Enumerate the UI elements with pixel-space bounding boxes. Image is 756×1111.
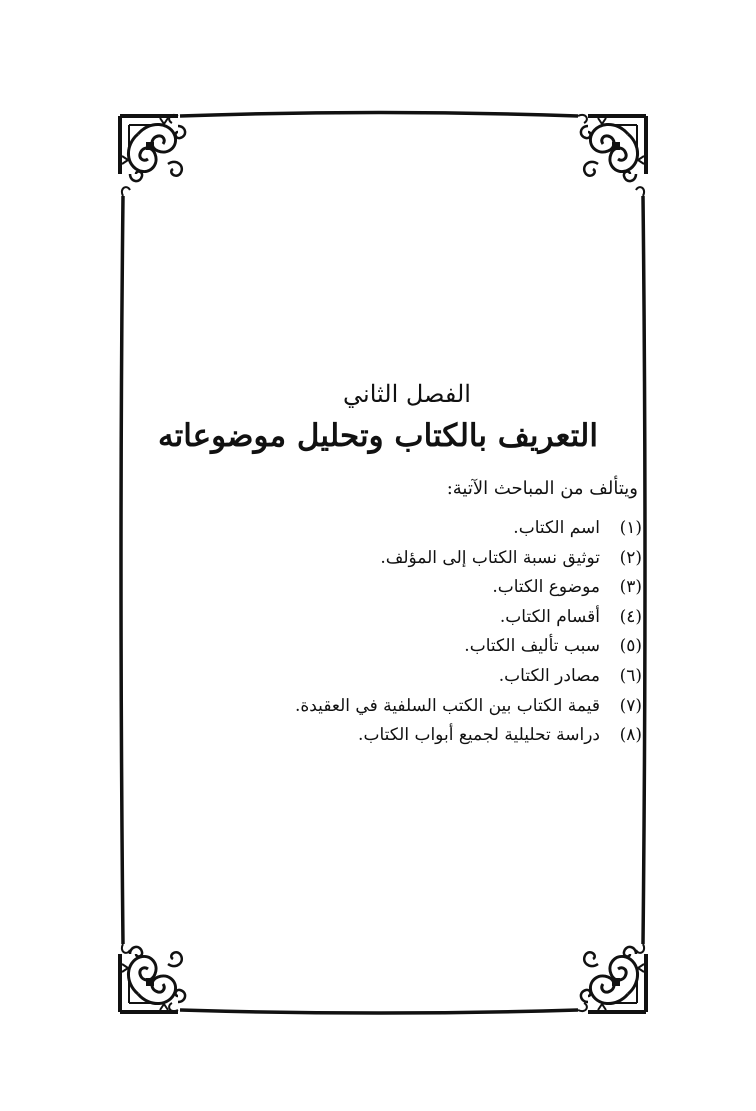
list-item (202, 662, 642, 692)
corner-ornament-top-right (581, 116, 646, 181)
list-item-text: موضوع الكتاب. (492, 577, 600, 598)
list-item-text: توثيق نسبة الكتاب إلى المؤلف. (380, 547, 600, 568)
intro-line: ويتألف من المباحث الآتية: (446, 478, 638, 499)
list-item-number: (٢) (619, 547, 642, 568)
list-item (202, 721, 642, 751)
list-item (202, 544, 642, 574)
topic-list (202, 514, 642, 751)
list-item-number: (١) (619, 518, 642, 538)
list-item (202, 573, 642, 603)
list-item-number: (٦) (619, 665, 642, 686)
chapter-label: الفصل الثاني (343, 380, 471, 408)
corner-ornament-bottom-right (581, 947, 646, 1012)
corner-ornament-top-left (120, 116, 185, 181)
corner-ornament-bottom-left (120, 947, 185, 1012)
list-item (202, 514, 642, 544)
list-item-text: مصادر الكتاب. (498, 665, 600, 686)
list-item (202, 603, 642, 633)
list-item-text: دراسة تحليلية لجميع أبواب الكتاب. (358, 725, 600, 746)
list-item-text: قيمة الكتاب بين الكتب السلفية في العقيدة. (294, 695, 600, 716)
list-item-number: (٥) (619, 636, 642, 657)
list-item (202, 632, 642, 662)
list-item-number: (٤) (619, 606, 642, 627)
list-item-number: (٣) (619, 577, 642, 598)
list-item-text: أقسام الكتاب. (499, 606, 600, 627)
list-item-text: اسم الكتاب. (513, 518, 600, 538)
list-item-number: (٧) (619, 695, 642, 716)
chapter-title: التعريف بالكتاب وتحليل موضوعاته (157, 418, 598, 454)
list-item-number: (٨) (619, 725, 642, 746)
list-item (202, 692, 642, 722)
list-item-text: سبب تأليف الكتاب. (464, 636, 600, 657)
